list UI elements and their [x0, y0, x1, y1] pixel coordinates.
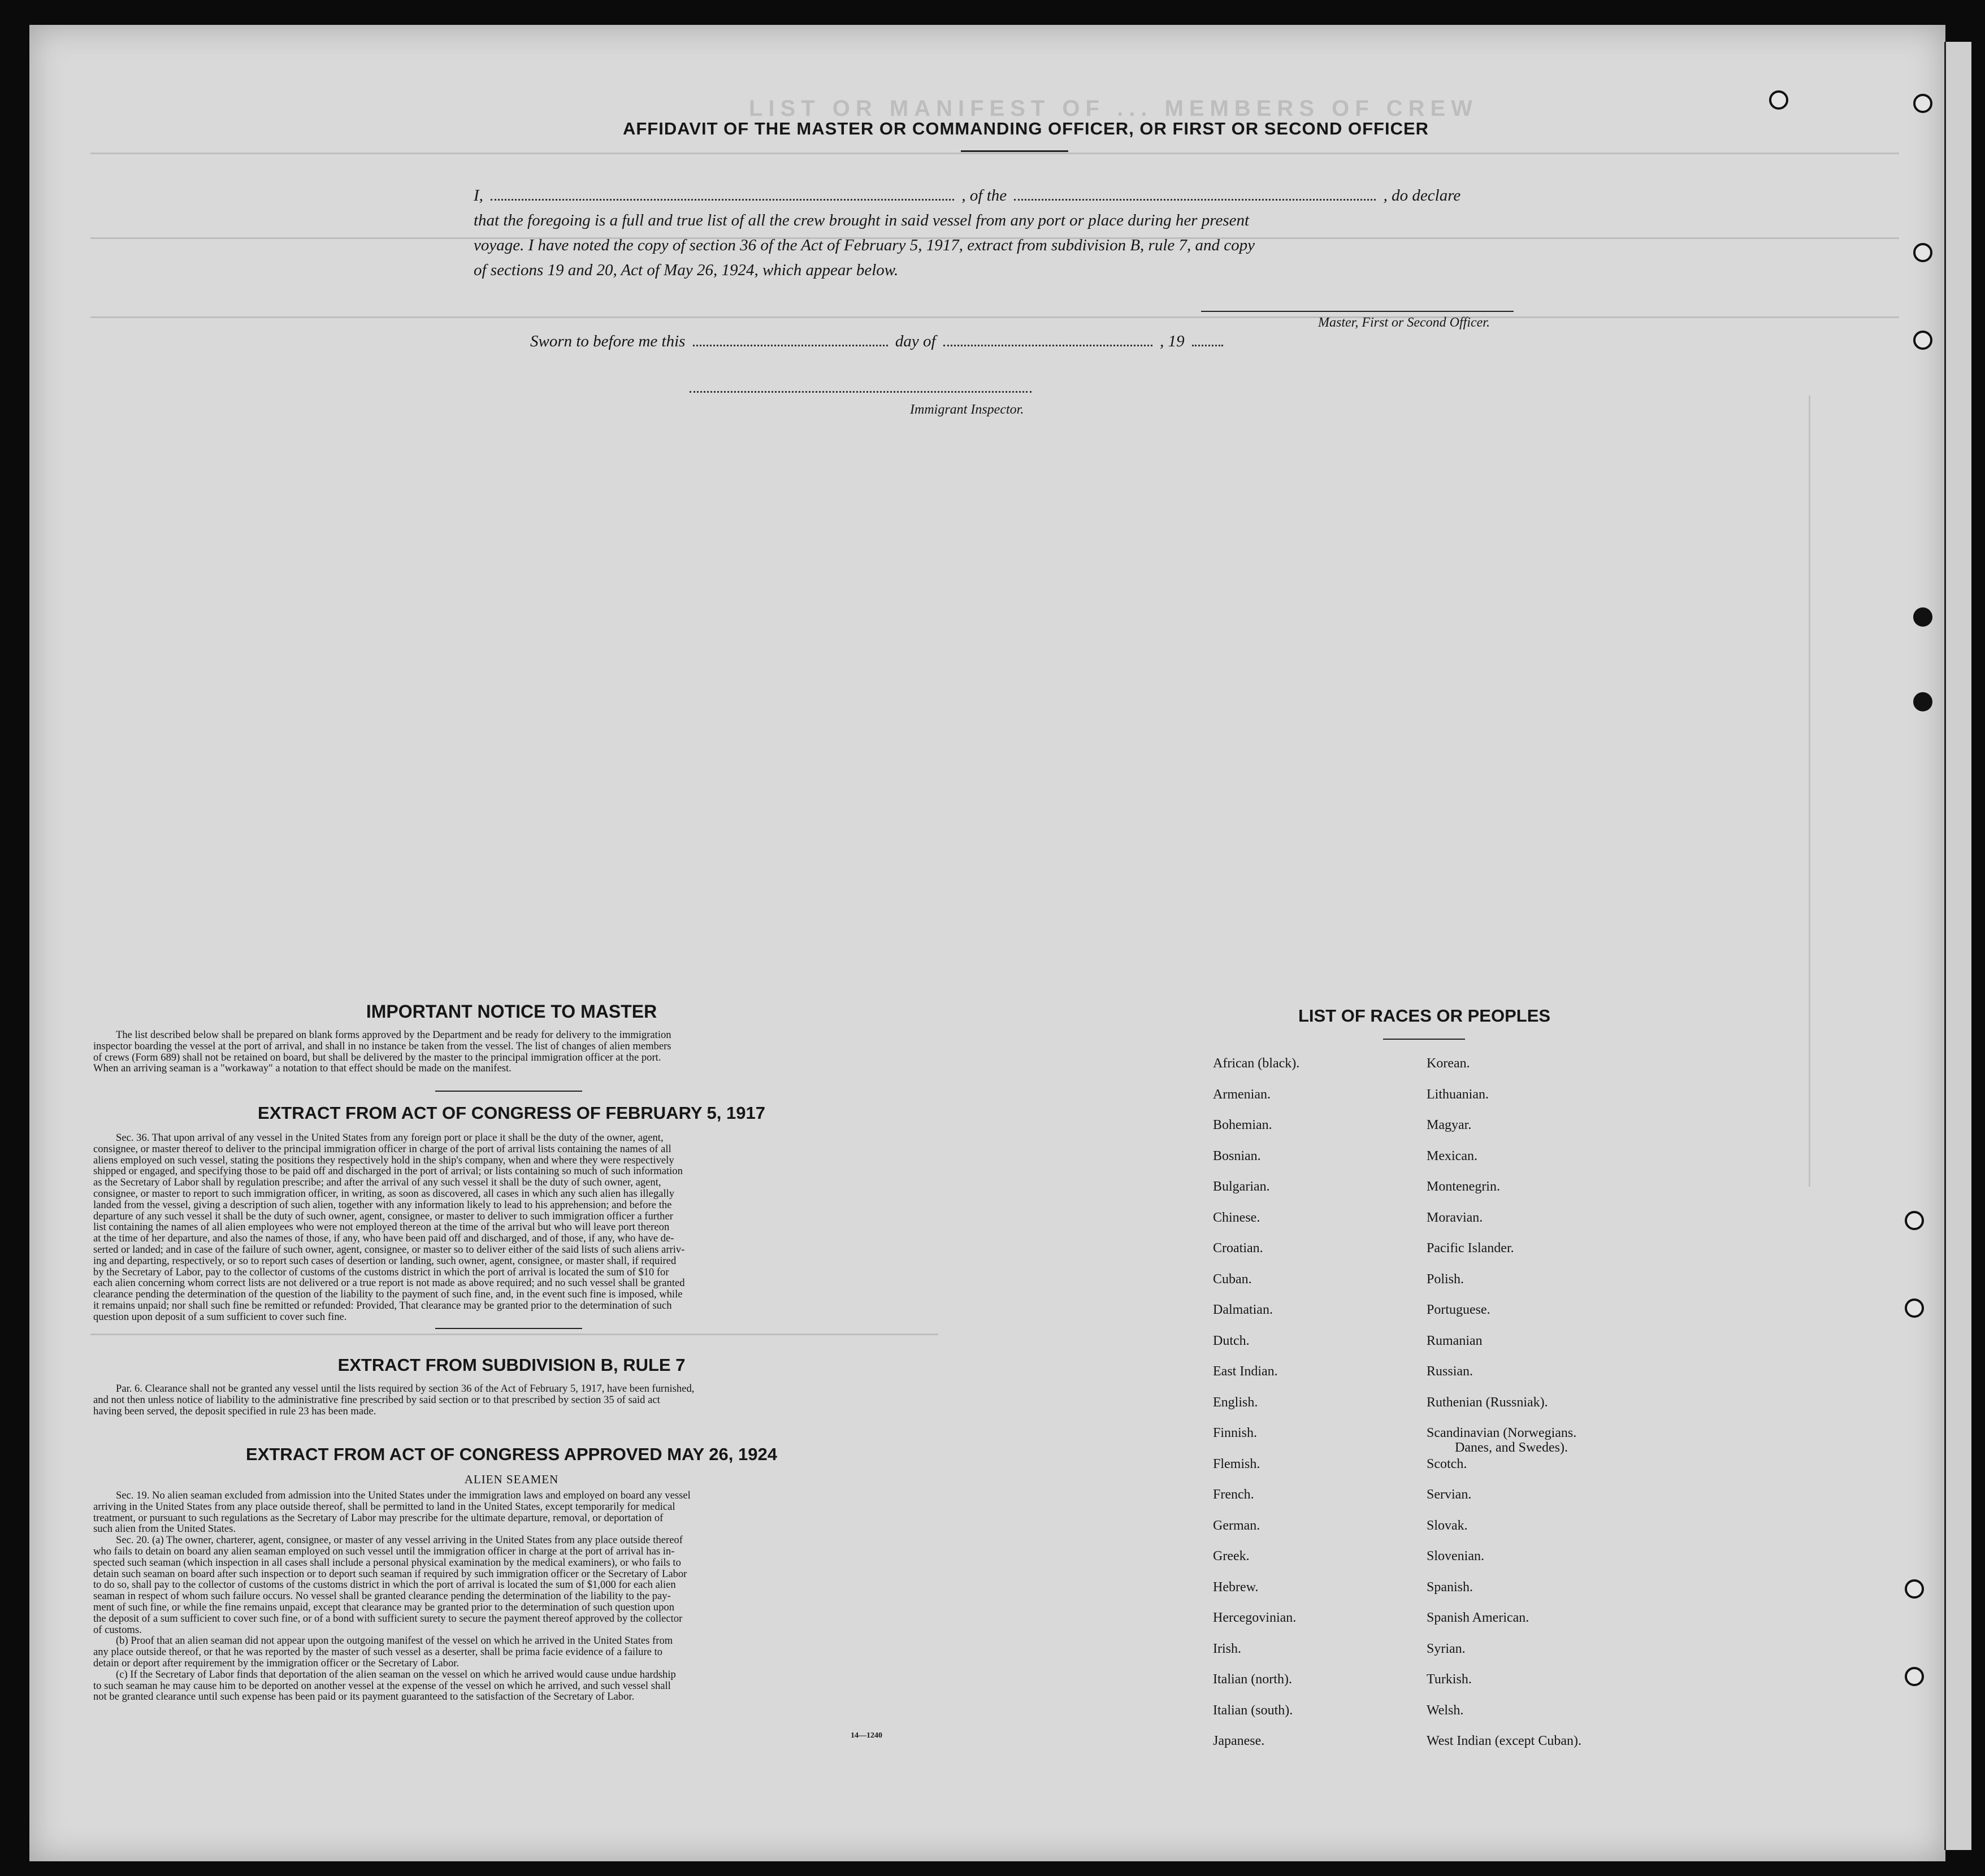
race-item: German.: [1213, 1518, 1260, 1533]
sworn-line: [530, 331, 1226, 351]
extract-1924-line: seaman in respect of whom such failure occurs. No vessel shall be granted clearance pending the determination of the liability to the pay-: [93, 1590, 671, 1603]
race-item: Flemish.: [1213, 1457, 1260, 1471]
race-item: East Indian.: [1213, 1364, 1278, 1379]
bleed-through-column: [1809, 396, 1810, 1187]
race-item: Irish.: [1213, 1642, 1241, 1656]
extract-1924-line: detain such seaman on board after such inspection or to deport such seaman if required by such immigration officer or the Secretary of Labor: [93, 1567, 687, 1580]
sworn-day-blank[interactable]: [693, 331, 888, 346]
sworn-year: , 19: [1160, 332, 1185, 350]
extract-1917-line: clearance pending the determination of the question of the liability to the payment of such fine, and, in the event such fine is imposed, while: [93, 1288, 683, 1301]
subdivision-b-line: and not then unless notice of liability to the administrative fine prescribed by said section or to that prescribed by section 35 of said act: [93, 1393, 660, 1406]
race-item: Welsh.: [1427, 1703, 1464, 1718]
name-blank[interactable]: [491, 185, 954, 201]
extract-1917-text: [93, 1132, 929, 1323]
race-item: Slovak.: [1427, 1518, 1468, 1533]
extract-1917-line: question upon deposit of a sum sufficient to cover such fine.: [93, 1310, 347, 1323]
race-item: Croatian.: [1213, 1241, 1263, 1256]
races-title: LIST OF RACES OR PEOPLES: [1298, 1006, 1551, 1026]
title-divider: [961, 150, 1068, 152]
race-item: Korean.: [1427, 1056, 1470, 1071]
affidavit-title: AFFIDAVIT OF THE MASTER OR COMMANDING OFFICER, OR FIRST OR SECOND OFFICER: [622, 119, 1429, 138]
binder-hole: [1913, 243, 1932, 262]
inspector-signature-line[interactable]: [690, 390, 1031, 393]
extract-1924-line: to do so, shall pay to the collector of customs of the customs district in which the port of arrival is located the sum of $1,000 for each alien: [93, 1579, 676, 1591]
race-item: Scotch.: [1427, 1457, 1467, 1471]
extract-1917-line: landed from the vessel, giving a description of such alien, together with any information likely to lead to his apprehension; and before the: [93, 1198, 672, 1211]
extract-1924-title: EXTRACT FROM ACT OF CONGRESS APPROVED MAY 26, 1924: [246, 1444, 777, 1464]
notice-line: When an arriving seaman is a "workaway" a notation to that effect should be made on the manifest.: [93, 1062, 512, 1075]
race-item: Italian (north).: [1213, 1672, 1292, 1687]
race-item: Greek.: [1213, 1549, 1250, 1564]
sworn-month-blank[interactable]: [943, 331, 1152, 346]
race-item: Bohemian.: [1213, 1118, 1272, 1132]
extract-1917-line: by the Secretary of Labor, pay to the collector of customs of the customs district in which the port of arrival is located the sum of $10 for: [93, 1266, 669, 1278]
affidavit-line-1: [474, 183, 1550, 208]
inspector-signature-label: Immigrant Inspector.: [910, 402, 1024, 417]
race-item: Slovenian.: [1427, 1549, 1484, 1564]
race-item: Lithuanian.: [1427, 1087, 1489, 1102]
race-item: Rumanian: [1427, 1334, 1483, 1348]
race-item: Hebrew.: [1213, 1580, 1259, 1595]
race-item: Armenian.: [1213, 1087, 1271, 1102]
race-item: Polish.: [1427, 1272, 1464, 1287]
race-item-continuation: Danes, and Swedes).: [1455, 1440, 1568, 1455]
affidavit-declare: , do declare: [1383, 186, 1461, 205]
extract-1917-line: departure of any such vessel it shall be the duty of such owner, agent, consignee, or master to deliver to such immigration officer a further: [93, 1210, 673, 1222]
race-item: Bulgarian.: [1213, 1179, 1270, 1194]
extract-1924-line: detain or deport after requirement by the immigration officer or the Secretary of Labor.: [93, 1657, 460, 1669]
race-item: English.: [1213, 1395, 1258, 1410]
extract-1924-line: (b) Proof that an alien seaman did not appear upon the outgoing manifest of the vessel on which he arrived in the United States from: [116, 1635, 673, 1647]
binder-hole: [1905, 1299, 1924, 1318]
extract-1924-line: the deposit of a sum sufficient to cover such fine, or of a bond with sufficient surety to secure the payment thereof approved by the collector: [93, 1612, 683, 1625]
extract-1924-line: not be granted clearance until such expense has been paid or its payment guaranteed to the satisfaction of the Secretary of Labor.: [93, 1691, 635, 1703]
extract-1924-line: any place outside thereof, or that he was reported by the master of such vessel as a deserter, shall be prima facie evidence of a failure to: [93, 1646, 663, 1658]
notice-title: IMPORTANT NOTICE TO MASTER: [366, 1001, 657, 1022]
race-item: Chinese.: [1213, 1210, 1260, 1225]
extract-1917-line: aliens employed on such vessel, stating the positions they respectively hold in the ship's company, when and where they were respectively: [93, 1154, 674, 1166]
race-item: Spanish.: [1427, 1580, 1473, 1595]
affidavit-of-the: , of the: [961, 186, 1007, 205]
binder-hole: [1913, 692, 1932, 711]
extract-1917-line: each alien concerning whom correct lists are not delivered or a true report is not made as above required; and no such vessel shall be granted: [93, 1277, 685, 1289]
bleed-through-rule: [90, 153, 1899, 154]
extract-1917-line: ing and departing, respectively, or so to report such cases of desertion or landing, such owner, agent, consignee, or master shall, if required: [93, 1254, 677, 1267]
binder-hole: [1769, 90, 1788, 110]
race-item: Pacific Islander.: [1427, 1241, 1514, 1256]
extract-1917-line: shipped or engaged, and specifying those to be paid off and discharged in the port of arrival; or lists containing so much of such information: [93, 1165, 683, 1178]
race-item: Scandinavian (Norwegians.: [1427, 1426, 1577, 1440]
section-divider: [435, 1328, 582, 1329]
affidavit-text: [474, 183, 1550, 283]
race-item: Japanese.: [1213, 1734, 1265, 1748]
race-item: Mexican.: [1427, 1149, 1477, 1163]
notice-line: inspector boarding the vessel at the port of arrival, and shall in no instance be taken from the vessel. The list of changes of alien members: [93, 1040, 671, 1052]
extract-1924-line: Sec. 20. (a) The owner, charterer, agent, consignee, or master of any vessel arriving in the United States from any place outside thereof: [116, 1534, 683, 1547]
vessel-blank[interactable]: [1014, 185, 1376, 201]
binder-hole: [1913, 607, 1932, 627]
binder-hole: [1913, 331, 1932, 350]
extract-1917-line: consignee, or master to report to such immigration officer, in writing, as soon as discovered, all cases in which any such alien has illegally: [93, 1187, 675, 1200]
page-edge-tab: [1944, 42, 1971, 1850]
notice-line: of crews (Form 689) shall not be retained on board, but shall be delivered by the master to the principal immigration officer at the port.: [93, 1051, 661, 1063]
affidavit-line-3: voyage. I have noted the copy of section 36 of the Act of February 5, 1917, extract from subdivision B, rule 7, and copy: [474, 236, 1255, 254]
extract-1917-line: consignee, or master thereof to deliver to the principal immigration officer in charge of the port of arrival lists containing the names of all: [93, 1143, 671, 1155]
extract-1917-line: it remains unpaid; nor shall such fine be remitted or refunded: Provided, That clearance may be granted prior to the determination of such: [93, 1299, 672, 1312]
affidavit-line-2: that the foregoing is a full and true list of all the crew brought in said vessel from any port or place during her present: [474, 211, 1250, 229]
races-divider: [1383, 1039, 1465, 1040]
extract-1924-text: [93, 1490, 929, 1703]
subdivision-b-line: having been served, the deposit specified in rule 23 has been made.: [93, 1405, 376, 1417]
race-item: Spanish American.: [1427, 1610, 1529, 1625]
binder-hole: [1913, 94, 1932, 113]
notice-line: The list described below shall be prepared on blank forms approved by the Department and be ready for delivery to the immigration: [116, 1029, 671, 1041]
extract-1924-line: who fails to detain on board any alien seaman employed on such vessel until the immigration officer in charge at the port of arrival has in-: [93, 1545, 675, 1557]
extract-1924-line: Sec. 19. No alien seaman excluded from admission into the United States under the immigration laws and employed on board any vessel: [116, 1489, 691, 1501]
race-item: Italian (south).: [1213, 1703, 1293, 1718]
extract-1917-line: Sec. 36. That upon arrival of any vessel in the United States from any foreign port or place it shall be the duty of the owner, agent,: [116, 1132, 664, 1144]
extract-1924-line: to such seaman he may cause him to be deported on another vessel at the expense of the vessel on which he arrived, and such vessel shall: [93, 1679, 671, 1692]
race-item: Syrian.: [1427, 1642, 1466, 1656]
sworn-year-blank[interactable]: [1192, 331, 1223, 346]
sworn-day-of: day of: [895, 332, 936, 350]
extract-1924-line: arriving in the United States from any place outside thereof, shall be permitted to land in the United States, except temporarily for medical: [93, 1500, 675, 1513]
race-item: Magyar.: [1427, 1118, 1472, 1132]
race-item: Finnish.: [1213, 1426, 1258, 1440]
bleed-through-rule: [90, 1334, 938, 1335]
binder-hole: [1905, 1579, 1924, 1599]
race-item: Russian.: [1427, 1364, 1473, 1379]
extract-1917-line: at the time of her departure, and also the names of those, if any, who have been paid off and discharged, and of those, if any, who have de-: [93, 1232, 674, 1245]
binder-hole: [1905, 1211, 1924, 1230]
race-item: Dutch.: [1213, 1334, 1250, 1348]
master-signature-line[interactable]: [1201, 311, 1514, 312]
extract-1924-line: of customs.: [93, 1623, 142, 1636]
extract-1924-line: ment of such fine, or while the fine remains unpaid, except that clearance may be granted prior to the determination of such question upon: [93, 1601, 674, 1613]
race-item: African (black).: [1213, 1056, 1300, 1071]
bleed-through-rule: [90, 316, 1899, 318]
race-item: Bosnian.: [1213, 1149, 1261, 1163]
race-item: French.: [1213, 1487, 1254, 1502]
bleed-through-title: LIST OR MANIFEST OF ... MEMBERS OF CREW: [749, 96, 1478, 121]
extract-1917-title: EXTRACT FROM ACT OF CONGRESS OF FEBRUARY 5, 1917: [258, 1103, 765, 1123]
extract-1917-line: as the Secretary of Labor shall by regulation prescribe; and after the arrival of any such vessel it shall be the duty of such owner, agent,: [93, 1176, 661, 1189]
master-signature-label: Master, First or Second Officer.: [1318, 315, 1490, 330]
extract-1917-line: serted or landed; and in case of the failure of such owner, agent, consignee, or master so to deliver either of the said lists of such aliens arriv-: [93, 1243, 685, 1256]
subdivision-b-line: Par. 6. Clearance shall not be granted any vessel until the lists required by section 36 of the Act of February 5, 1917, have been furnished,: [116, 1383, 695, 1395]
race-item: Portuguese.: [1427, 1302, 1490, 1317]
race-item: Ruthenian (Russniak).: [1427, 1395, 1548, 1410]
extract-1917-line: list containing the names of all alien employees who were not employed thereon at the time of the arrival but who will leave port thereon: [93, 1221, 670, 1234]
affidavit-i: I,: [474, 186, 483, 205]
subdivision-b-title: EXTRACT FROM SUBDIVISION B, RULE 7: [337, 1355, 686, 1375]
subdivision-b-text: [93, 1383, 929, 1417]
extract-1924-line: (c) If the Secretary of Labor finds that deportation of the alien seaman on the vessel on which he arrived would cause undue hardship: [116, 1668, 676, 1680]
form-number: 14—1240: [851, 1731, 882, 1740]
race-item: West Indian (except Cuban).: [1427, 1734, 1581, 1748]
sworn-prefix: Sworn to before me this: [530, 332, 686, 350]
notice-paragraph: [93, 1030, 929, 1074]
section-divider: [435, 1091, 582, 1092]
extract-1924-line: treatment, or pursuant to such regulations as the Secretary of Labor may prescribe for the ultimate departure, removal, or deportation of: [93, 1512, 664, 1524]
alien-seamen-subtitle: ALIEN SEAMEN: [464, 1473, 559, 1486]
race-item: Servian.: [1427, 1487, 1472, 1502]
race-item: Moravian.: [1427, 1210, 1483, 1225]
extract-1924-line: such alien from the United States.: [93, 1523, 236, 1535]
binder-hole: [1905, 1667, 1924, 1686]
affidavit-line-4: of sections 19 and 20, Act of May 26, 1924, which appear below.: [474, 261, 899, 279]
race-item: Montenegrin.: [1427, 1179, 1500, 1194]
race-item: Dalmatian.: [1213, 1302, 1273, 1317]
race-item: Hercegovinian.: [1213, 1610, 1297, 1625]
extract-1924-line: spected such seaman (which inspection in all cases shall include a personal physical examination by the medical examiners), or who fails to: [93, 1556, 681, 1569]
race-item: Turkish.: [1427, 1672, 1472, 1687]
race-item: Cuban.: [1213, 1272, 1252, 1287]
